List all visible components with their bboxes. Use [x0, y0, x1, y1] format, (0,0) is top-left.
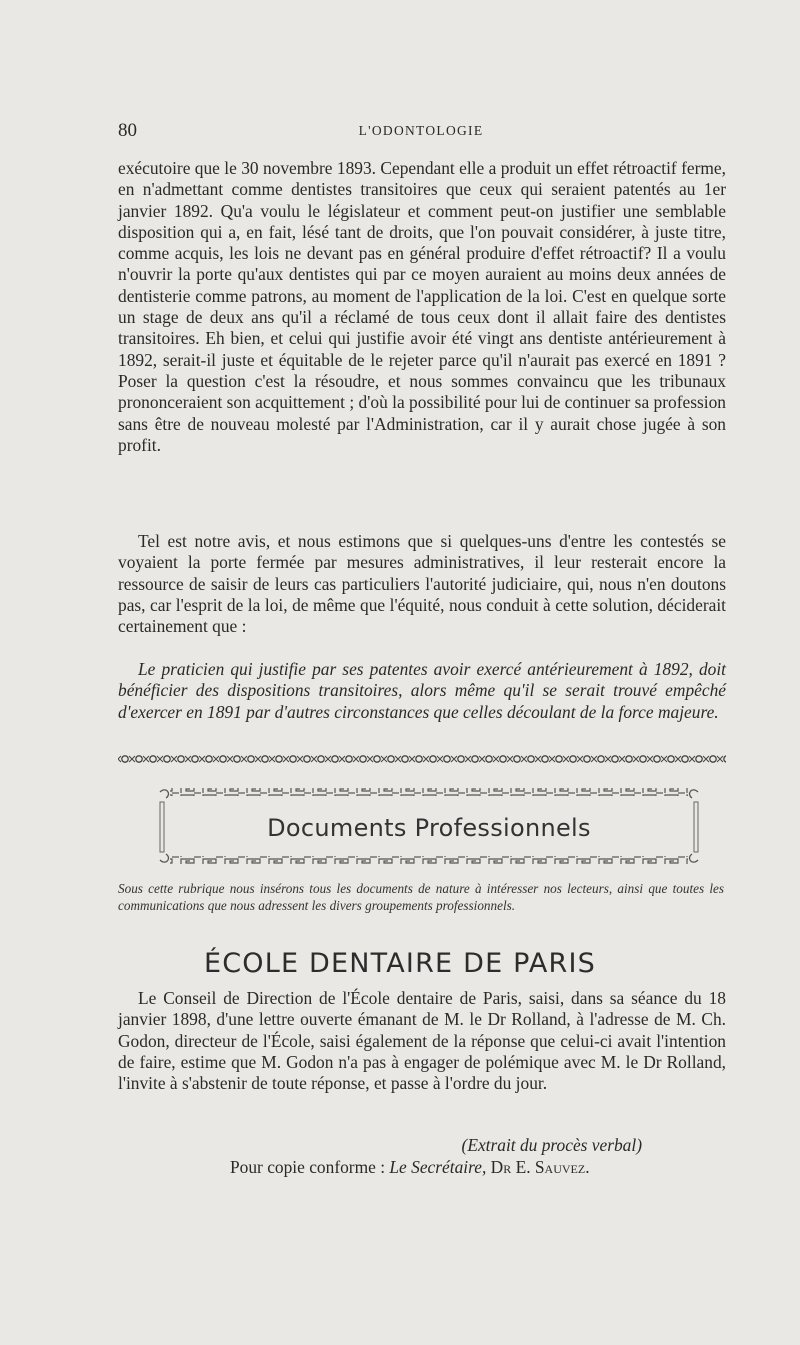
copy-role: Le Secrétaire, — [389, 1157, 487, 1177]
running-title: L'ODONTOLOGIE — [358, 123, 484, 138]
school-paragraph: Le Conseil de Direction de l'École dentaire de Paris, saisi, dans sa séance du 18 janvier 1898, d'une lettre ouverte émanant de M. le Dr Rolland, à l'adresse de M. Ch. Godon, directeur de l'École, saisi également de la réponse que celui-ci avait l'intention de faire, estime que M. Godon n'a pas à engager de polémique avec M. le Dr Rolland, l'invite à s'abstenir de toute réponse, et passe à l'ordre du jour. — [118, 988, 726, 1094]
copy-name: Dr E. Sauvez. — [490, 1157, 590, 1177]
paragraph-2-text: Tel est notre avis, et nous estimons que si quelques-uns d'entre les contestés se voyaient la porte fermée par mesures administratives, il leur resterait encore la ressource de saisir de leurs cas particuliers l'autorité judiciaire, qui, nous n'en doutons pas, car l'esprit de la loi, de même que l'équité, nous conduit à cette solution, déciderait certainement que : — [118, 531, 726, 637]
ornament-divider — [118, 753, 726, 765]
paragraph-2 — [118, 531, 726, 637]
section-title: Documents Professionnels — [267, 814, 591, 842]
extract-note: (Extrait du procès verbal) — [461, 1135, 642, 1155]
paragraph-3-italic: Le praticien qui justifie par ses patentes avoir exercé antérieurement à 1892, doit bénéficier des dispositions transitoires, alors même qu'il se serait trouvé empêché d'exercer en 1891 par d'autres circonstances que celles découlant de la force majeure. — [118, 659, 726, 722]
copy-signature — [230, 1157, 750, 1178]
paragraph-1-text: exécutoire que le 30 novembre 1893. Cependant elle a produit un effet rétroactif ferme, en n'admettant comme dentistes transitoires que ceux qui seraient patentés au 1er janvier 1892. Qu'a voulu le législateur et comment peut-on justifier une semblable disposition qui a, en fait, lésé tant de droits, que l'on pouvait considérer, à juste titre, comme acquis, les lois ne devant pas en général produire d'effet rétroactif? Il a voulu n'ouvrir la porte qu'aux dentistes qui par ce moyen auraient au moins deux années de dentisterie comme patrons, au moment de l'application de la loi. C'est en quelque sorte un stage de deux ans qu'il a réclamé de tous ceux dont il allait faire des dentistes transitoires. Eh bien, et celui qui justifie avoir été vingt ans dentiste antérieurement à 1892, serait-il juste et équitable de le rejeter parce qu'il n'aurait pas exercé en 1891 ? Poser la question c'est la résoudre, et nous sommes convaincu que les tribunaux prononceraient son acquittement ; d'où la possibilité pour lui de continuer sa profession sans être de nouveau molesté par l'Administration, car il y aurait chose jugée à son profit. — [118, 158, 726, 455]
school-heading: ÉCOLE DENTAIRE DE PARIS — [203, 948, 597, 979]
page-header — [118, 120, 724, 144]
copy-prefix: Pour copie conforme : — [230, 1157, 386, 1177]
section-note: Sous cette rubrique nous insérons tous les documents de nature à intéresser nos lecteurs, ainsi que toutes les communications que nous adressent les divers groupements professionnels. — [118, 881, 724, 913]
section-banner — [158, 786, 700, 866]
paragraph-1 — [118, 158, 726, 456]
page-number: 80 — [118, 120, 137, 141]
